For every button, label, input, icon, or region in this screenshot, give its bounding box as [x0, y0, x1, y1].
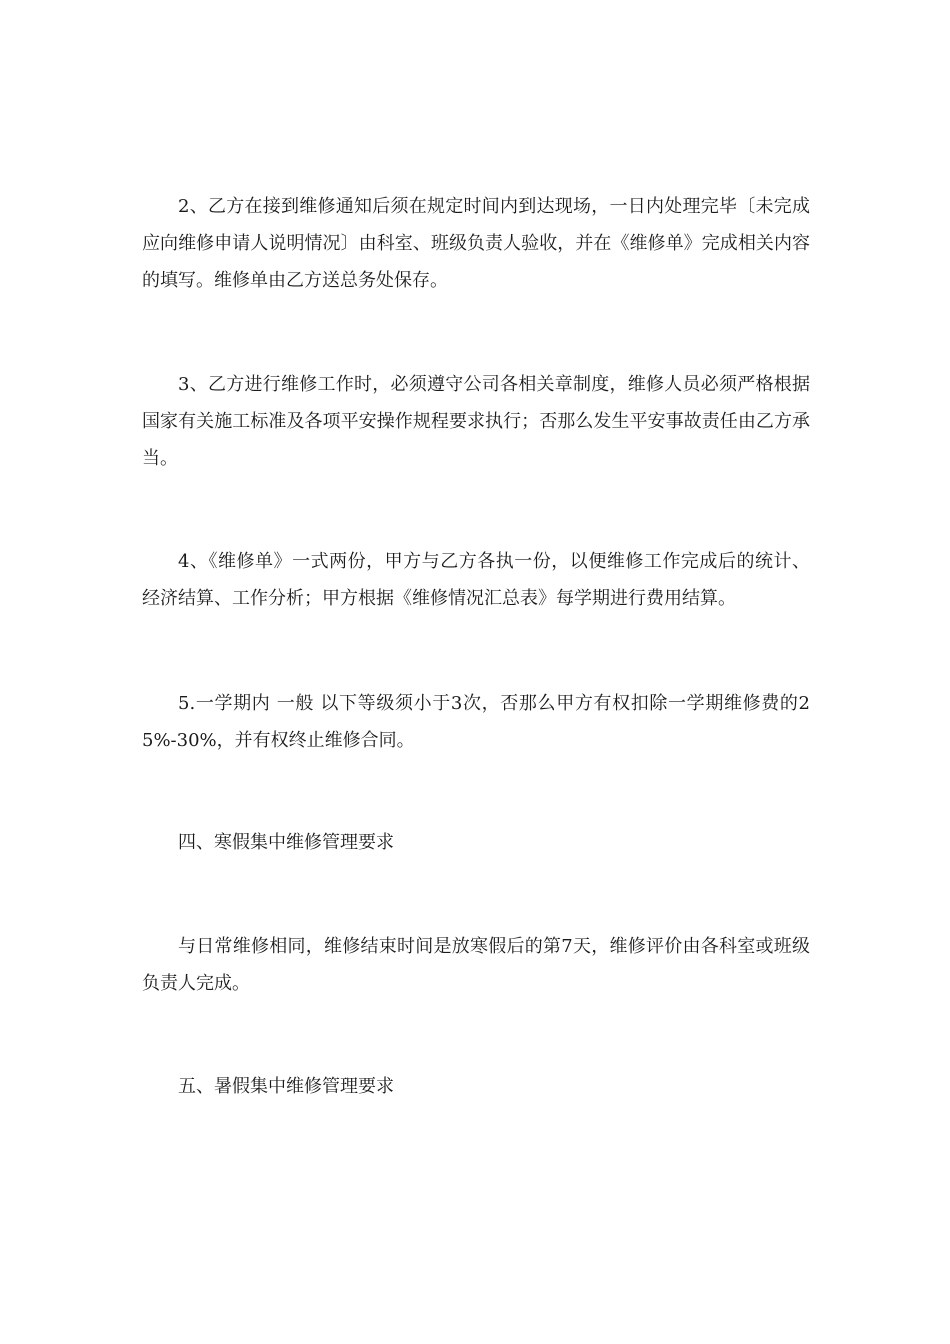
paragraph-safety-rules: 3、乙方进行维修工作时，必须遵守公司各相关章制度，维修人员必须严格根据国家有关施工标准及各项平安操作规程要求执行；否那么发生平安事故责任由乙方承当。 [142, 374, 810, 469]
paragraph-winter-repair: 与日常维修相同，维修结束时间是放寒假后的第7天，维修评价由各科室或班级负责人完成。 [142, 936, 810, 994]
paragraph-penalty: 5.一学期内 一般 以下等级须小于3次，否那么甲方有权扣除一学期维修费的25%-30%，并有权终止维修合同。 [142, 693, 810, 751]
paragraph-repair-response: 2、乙方在接到维修通知后须在规定时间内到达现场，一日内处理完毕〔未完成应向维修申请人说明情况〕由科室、班级负责人验收，并在《维修单》完成相关内容的填写。维修单由乙方送总务处保存。 [142, 196, 810, 291]
paragraph-repair-form: 4、《维修单》一式两份，甲方与乙方各执一份，以便维修工作完成后的统计、经济结算、工作分析；甲方根据《维修情况汇总表》每学期进行费用结算。 [142, 551, 810, 609]
section-heading-winter: 四、寒假集中维修管理要求 [178, 832, 394, 853]
section-heading-summer: 五、暑假集中维修管理要求 [178, 1076, 394, 1097]
